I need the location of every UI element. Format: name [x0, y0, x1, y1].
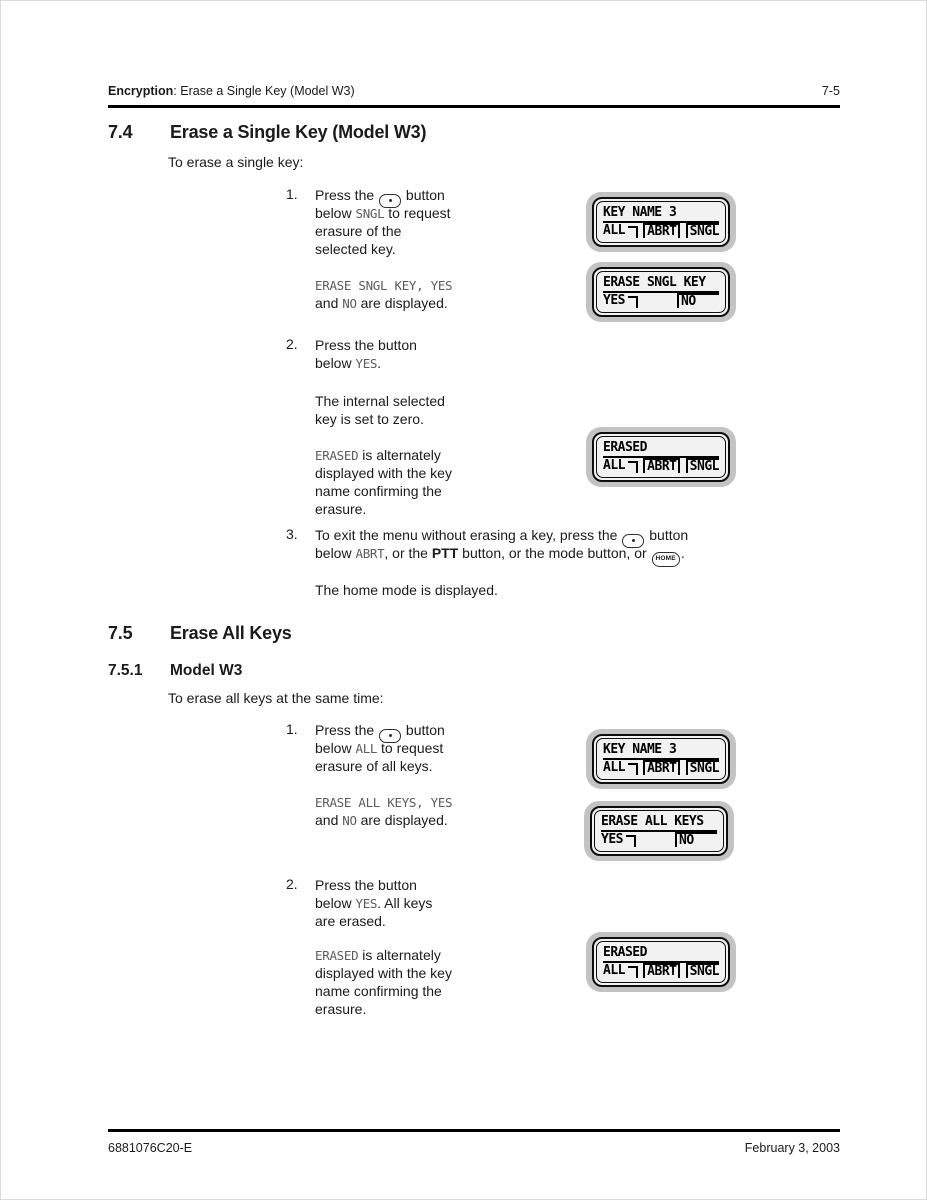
lcd-screen	[596, 201, 726, 243]
text-line	[315, 982, 452, 1000]
text-line	[315, 964, 452, 982]
softkey-label	[603, 963, 638, 978]
text-line	[315, 240, 451, 258]
lcd-softkey-row	[603, 963, 719, 978]
text-run: and	[315, 812, 343, 828]
lcd-text-run: ERASED	[315, 948, 359, 963]
footer-doc-number: 6881076C20-E	[108, 1141, 193, 1155]
lcd-line1-text: ERASED	[603, 440, 719, 458]
text-run: name confirming the	[315, 483, 442, 499]
step-number: 3.	[286, 526, 298, 542]
lcd-screen	[596, 436, 726, 478]
text-run: Press the button	[315, 877, 417, 893]
text-run: and	[315, 295, 343, 311]
text-line	[315, 739, 445, 757]
lcd-display-erase-sngl-key	[586, 262, 736, 322]
text-run: are displayed.	[356, 812, 448, 828]
text-run: is alternately	[358, 947, 441, 963]
section-7-5-1-heading	[108, 662, 242, 680]
text-run: below	[315, 355, 356, 371]
section-7-5-1-intro: To erase all keys at the same time:	[168, 690, 384, 706]
text-run: displayed with the key	[315, 465, 452, 481]
text-run: , or the	[384, 545, 432, 561]
lcd-text-run: ALL	[355, 741, 378, 756]
text-run: .	[377, 355, 382, 371]
text-line	[315, 294, 452, 312]
section-number: 7.5	[108, 623, 133, 643]
step-number: 2.	[286, 876, 298, 892]
softkey-label: ABRT	[643, 963, 680, 978]
text-line	[315, 757, 445, 775]
step-3-paragraph-1	[315, 526, 688, 562]
lcd-frame	[592, 432, 730, 482]
lcd-frame	[592, 734, 730, 784]
softkey-label: SNGL	[686, 760, 719, 775]
text-run: displayed with the key	[315, 965, 452, 981]
softkey-label: ABRT	[643, 760, 680, 775]
step-2-paragraph-2	[315, 392, 445, 428]
header-rule	[108, 105, 840, 108]
lcd-display-erased-1	[586, 427, 736, 487]
text-run: .	[680, 545, 685, 561]
lcd-line1-text: KEY NAME 3	[603, 205, 719, 223]
text-run: Press the button	[315, 337, 417, 353]
softkey-text: ALL	[603, 223, 625, 238]
text-run: below	[315, 545, 356, 561]
text-line	[315, 336, 417, 354]
lcd-line1-text: ERASE ALL KEYS	[601, 814, 717, 832]
step-number: 1.	[286, 186, 298, 202]
softkey-label	[601, 832, 636, 847]
text-run: button	[645, 527, 689, 543]
text-line	[315, 793, 452, 811]
bold-text-run: PTT	[431, 545, 459, 561]
softkey-divider	[628, 966, 638, 978]
lcd-line1-text: KEY NAME 3	[603, 742, 719, 760]
step-2-paragraph-1	[315, 876, 432, 930]
softkey-label	[603, 458, 638, 473]
lcd-text-run: ERASED	[315, 448, 359, 463]
text-run: below	[315, 895, 356, 911]
section-title: Model W3	[170, 662, 243, 679]
header-section-context: : Erase a Single Key (Model W3)	[173, 84, 355, 98]
step-number: 1.	[286, 721, 298, 737]
text-line	[315, 276, 452, 294]
text-run: Press the	[315, 187, 379, 203]
lcd-frame	[592, 197, 730, 247]
text-run: key is set to zero.	[315, 411, 424, 427]
text-run: name confirming the	[315, 983, 442, 999]
text-run: below	[315, 740, 356, 756]
softkey-label: ABRT	[643, 223, 680, 238]
text-run: is alternately	[358, 447, 441, 463]
lcd-screen	[596, 738, 726, 780]
softkey-label	[603, 293, 638, 308]
text-line	[315, 581, 498, 599]
lcd-display-erase-all-keys	[584, 801, 734, 861]
step-1-paragraph-1	[315, 721, 445, 775]
lcd-screen	[594, 810, 724, 852]
text-line	[315, 482, 452, 500]
text-run: are displayed.	[356, 295, 448, 311]
lcd-softkey-row	[603, 223, 719, 238]
text-line	[315, 464, 452, 482]
text-run: To exit the menu without erasing a key, press the	[315, 527, 622, 543]
softkey-divider	[628, 763, 638, 775]
lcd-text-run: NO	[342, 296, 357, 311]
softkey-divider	[628, 461, 638, 473]
softkey-label: NO	[675, 832, 717, 847]
softkey-text: ALL	[603, 963, 625, 978]
section-7-4-heading	[108, 122, 426, 143]
lcd-line1-text: ERASED	[603, 945, 719, 963]
text-line	[315, 894, 432, 912]
text-line	[315, 204, 451, 222]
step-2-paragraph-3	[315, 446, 452, 518]
softkey-text: YES	[603, 293, 625, 308]
softkey-label	[603, 760, 638, 775]
text-run: Press the	[315, 722, 379, 738]
text-line	[315, 410, 445, 428]
text-line	[315, 500, 452, 518]
text-run: are erased.	[315, 913, 386, 929]
text-line	[315, 912, 432, 930]
text-run: The home mode is displayed.	[315, 582, 498, 598]
lcd-text-run: NO	[342, 813, 357, 828]
text-run: erasure of all keys.	[315, 758, 433, 774]
lcd-screen	[596, 271, 726, 313]
text-run: below	[315, 205, 356, 221]
lcd-frame	[592, 937, 730, 987]
softkey-text: ALL	[603, 458, 625, 473]
section-7-5-heading	[108, 623, 292, 644]
text-line	[315, 526, 688, 544]
step-2-paragraph-1	[315, 336, 417, 372]
text-line	[315, 222, 451, 240]
softkey-divider	[628, 296, 638, 308]
section-number: 7.5.1	[108, 662, 143, 679]
text-run: button, or the mode button, or	[458, 545, 651, 561]
text-line	[315, 1000, 452, 1018]
page-number: 7-5	[821, 84, 840, 98]
lcd-text-run: SNGL	[355, 206, 385, 221]
text-line	[315, 721, 445, 739]
text-run: erasure.	[315, 501, 367, 517]
text-run: to request	[377, 740, 444, 756]
text-run: to request	[384, 205, 451, 221]
lcd-line1-text: ERASE SNGL KEY	[603, 275, 719, 293]
text-run: button	[402, 187, 445, 203]
text-run: button	[402, 722, 445, 738]
lcd-text-run: ERASE ALL KEYS, YES	[315, 795, 453, 810]
softkey-text: ALL	[603, 760, 625, 775]
softkey-text: YES	[601, 832, 623, 847]
text-line	[315, 186, 451, 204]
softkey-label	[603, 223, 638, 238]
section-number: 7.4	[108, 122, 133, 142]
step-1-paragraph-2	[315, 793, 452, 829]
softkey-label: SNGL	[686, 963, 719, 978]
text-line	[315, 544, 688, 562]
softkey-divider	[628, 226, 638, 238]
section-title: Erase All Keys	[170, 623, 292, 643]
text-line	[315, 392, 445, 410]
softkey-label: SNGL	[686, 458, 719, 473]
lcd-text-run: ABRT	[355, 546, 385, 561]
lcd-text-run: YES	[355, 356, 378, 371]
text-line	[315, 946, 452, 964]
text-run: erasure.	[315, 1001, 367, 1017]
lcd-frame	[592, 267, 730, 317]
softkey-label: SNGL	[686, 223, 719, 238]
text-run: selected key.	[315, 241, 396, 257]
lcd-frame	[590, 806, 728, 856]
text-run: erasure of the	[315, 223, 402, 239]
text-run: . All keys	[377, 895, 433, 911]
lcd-softkey-row	[603, 760, 719, 775]
text-line	[315, 354, 417, 372]
step-number: 2.	[286, 336, 298, 352]
step-3-paragraph-2	[315, 581, 498, 599]
lcd-text-run: YES	[355, 896, 378, 911]
footer-rule	[108, 1129, 840, 1132]
section-title: Erase a Single Key (Model W3)	[170, 122, 427, 142]
lcd-softkey-row	[603, 293, 719, 308]
lcd-display-erased-2	[586, 932, 736, 992]
lcd-screen	[596, 941, 726, 983]
lcd-softkey-row	[601, 832, 717, 847]
step-1-paragraph-2	[315, 276, 452, 312]
lcd-display-key-name-2	[586, 729, 736, 789]
home-button-icon: HOME	[652, 552, 680, 567]
lcd-softkey-row	[603, 458, 719, 473]
text-run: The internal selected	[315, 393, 445, 409]
softkey-divider	[626, 835, 636, 847]
section-7-4-intro: To erase a single key:	[168, 154, 304, 170]
softkey-label: NO	[677, 293, 719, 308]
step-2-paragraph-2	[315, 946, 452, 1018]
header-product-name: Encryption	[108, 84, 174, 98]
text-line	[315, 811, 452, 829]
text-line	[315, 876, 432, 894]
text-line	[315, 446, 452, 464]
step-1-paragraph-1	[315, 186, 451, 258]
softkey-label: ABRT	[643, 458, 680, 473]
lcd-display-key-name-1	[586, 192, 736, 252]
lcd-text-run: ERASE SNGL KEY, YES	[315, 278, 453, 293]
footer-date: February 3, 2003	[744, 1141, 840, 1155]
